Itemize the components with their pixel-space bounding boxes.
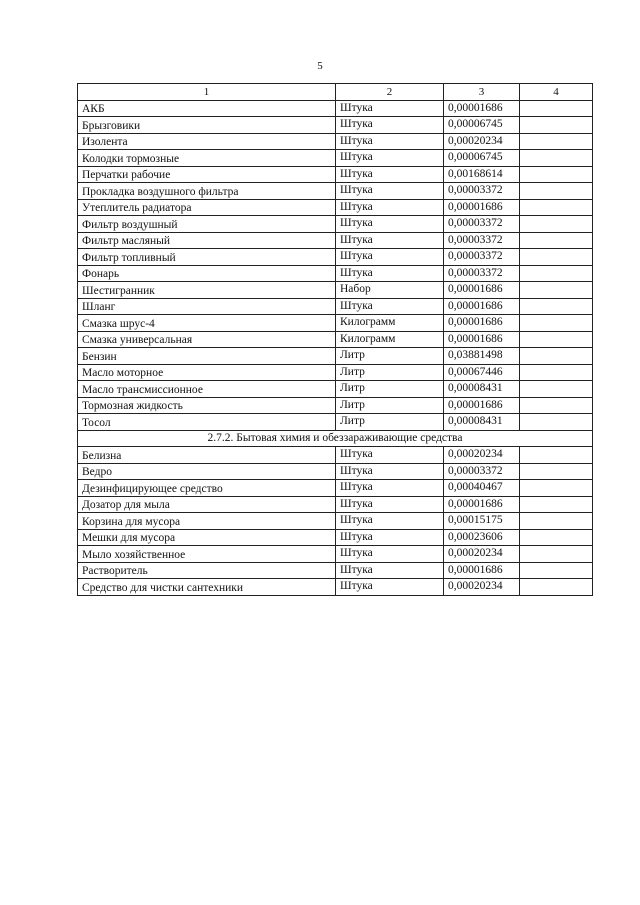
item-value-cell: 0,00003372	[444, 216, 520, 233]
item-value-cell: 0,00001686	[444, 331, 520, 348]
item-empty-cell	[520, 513, 593, 530]
item-unit-cell: Штука	[336, 562, 444, 579]
item-value-cell: 0,00023606	[444, 529, 520, 546]
table-row	[78, 183, 593, 200]
item-value-cell: 0,00020234	[444, 133, 520, 150]
item-empty-cell	[520, 397, 593, 414]
table-row	[78, 496, 593, 513]
item-name-cell: Смазка шрус-4	[78, 315, 336, 332]
item-value-cell: 0,00001686	[444, 100, 520, 117]
item-empty-cell	[520, 216, 593, 233]
item-value-cell: 0,00168614	[444, 166, 520, 183]
table-row	[78, 447, 593, 464]
table-row	[78, 216, 593, 233]
item-empty-cell	[520, 381, 593, 398]
table-row	[78, 480, 593, 497]
item-empty-cell	[520, 150, 593, 167]
item-value-cell: 0,00003372	[444, 463, 520, 480]
item-value-cell: 0,00020234	[444, 447, 520, 464]
item-empty-cell	[520, 199, 593, 216]
table-row	[78, 546, 593, 563]
page-number: 5	[317, 60, 323, 72]
item-empty-cell	[520, 364, 593, 381]
item-value-cell: 0,00003372	[444, 183, 520, 200]
table-row	[78, 414, 593, 431]
item-name-cell: Мешки для мусора	[78, 529, 336, 546]
item-name-cell: Масло моторное	[78, 364, 336, 381]
table-row	[78, 529, 593, 546]
item-empty-cell	[520, 463, 593, 480]
item-name-cell: Тосол	[78, 414, 336, 431]
table-row	[78, 562, 593, 579]
item-value-cell: 0,00003372	[444, 249, 520, 266]
item-name-cell: Изолента	[78, 133, 336, 150]
item-value-cell: 0,00001686	[444, 298, 520, 315]
item-unit-cell: Штука	[336, 232, 444, 249]
table-row	[78, 100, 593, 117]
table-row	[78, 265, 593, 282]
item-unit-cell: Штука	[336, 166, 444, 183]
table-row	[78, 150, 593, 167]
item-value-cell: 0,00003372	[444, 265, 520, 282]
item-empty-cell	[520, 480, 593, 497]
item-unit-cell: Литр	[336, 397, 444, 414]
table-row	[78, 166, 593, 183]
item-empty-cell	[520, 117, 593, 134]
item-unit-cell: Штука	[336, 265, 444, 282]
item-value-cell: 0,00001686	[444, 315, 520, 332]
item-empty-cell	[520, 282, 593, 299]
item-unit-cell: Литр	[336, 381, 444, 398]
item-unit-cell: Литр	[336, 364, 444, 381]
table-row	[78, 348, 593, 365]
table-row	[78, 133, 593, 150]
table-row	[78, 117, 593, 134]
item-empty-cell	[520, 579, 593, 596]
table-row	[78, 282, 593, 299]
item-unit-cell: Штука	[336, 546, 444, 563]
item-name-cell: Белизна	[78, 447, 336, 464]
item-empty-cell	[520, 331, 593, 348]
column-header: 2	[336, 84, 444, 101]
table-row	[78, 579, 593, 596]
item-value-cell: 0,00001686	[444, 562, 520, 579]
item-unit-cell: Литр	[336, 348, 444, 365]
item-name-cell: Брызговики	[78, 117, 336, 134]
item-name-cell: Перчатки рабочие	[78, 166, 336, 183]
item-unit-cell: Штука	[336, 133, 444, 150]
item-unit-cell: Штука	[336, 183, 444, 200]
item-unit-cell: Килограмм	[336, 315, 444, 332]
item-unit-cell: Штука	[336, 496, 444, 513]
item-empty-cell	[520, 414, 593, 431]
table-row	[78, 298, 593, 315]
table-row	[78, 381, 593, 398]
item-empty-cell	[520, 348, 593, 365]
item-unit-cell: Штука	[336, 513, 444, 530]
item-name-cell: Масло трансмиссионное	[78, 381, 336, 398]
item-empty-cell	[520, 232, 593, 249]
header-row	[78, 84, 593, 101]
item-unit-cell: Литр	[336, 414, 444, 431]
item-empty-cell	[520, 447, 593, 464]
table-row	[78, 364, 593, 381]
item-empty-cell	[520, 298, 593, 315]
item-value-cell: 0,00006745	[444, 117, 520, 134]
item-name-cell: Смазка универсальная	[78, 331, 336, 348]
item-value-cell: 0,00003372	[444, 232, 520, 249]
item-unit-cell: Набор	[336, 282, 444, 299]
table-row	[78, 199, 593, 216]
item-unit-cell: Штука	[336, 100, 444, 117]
item-empty-cell	[520, 183, 593, 200]
item-name-cell: Растворитель	[78, 562, 336, 579]
item-unit-cell: Штука	[336, 529, 444, 546]
item-name-cell: Шланг	[78, 298, 336, 315]
table-row	[78, 232, 593, 249]
item-empty-cell	[520, 249, 593, 266]
item-name-cell: АКБ	[78, 100, 336, 117]
item-value-cell: 0,00040467	[444, 480, 520, 497]
table-row	[78, 463, 593, 480]
item-name-cell: Бензин	[78, 348, 336, 365]
table-body	[78, 100, 593, 595]
item-name-cell: Фильтр масляный	[78, 232, 336, 249]
item-value-cell: 0,00008431	[444, 414, 520, 431]
item-name-cell: Мыло хозяйственное	[78, 546, 336, 563]
item-name-cell: Прокладка воздушного фильтра	[78, 183, 336, 200]
item-unit-cell: Штука	[336, 199, 444, 216]
item-name-cell: Корзина для мусора	[78, 513, 336, 530]
item-value-cell: 0,00001686	[444, 397, 520, 414]
item-unit-cell: Штука	[336, 447, 444, 464]
item-name-cell: Фильтр топливный	[78, 249, 336, 266]
item-unit-cell: Штука	[336, 249, 444, 266]
item-unit-cell: Штука	[336, 216, 444, 233]
item-unit-cell: Штука	[336, 117, 444, 134]
item-name-cell: Колодки тормозные	[78, 150, 336, 167]
item-value-cell: 0,00006745	[444, 150, 520, 167]
item-value-cell: 0,00008431	[444, 381, 520, 398]
table-row	[78, 397, 593, 414]
item-name-cell: Дезинфицирующее средство	[78, 480, 336, 497]
item-unit-cell: Килограмм	[336, 331, 444, 348]
item-empty-cell	[520, 496, 593, 513]
item-name-cell: Фонарь	[78, 265, 336, 282]
item-value-cell: 0,00020234	[444, 579, 520, 596]
item-name-cell: Фильтр воздушный	[78, 216, 336, 233]
item-unit-cell: Штука	[336, 463, 444, 480]
item-unit-cell: Штука	[336, 480, 444, 497]
item-unit-cell: Штука	[336, 579, 444, 596]
item-name-cell: Ведро	[78, 463, 336, 480]
item-empty-cell	[520, 100, 593, 117]
table-row	[78, 513, 593, 530]
section-row	[78, 430, 593, 447]
table-row	[78, 249, 593, 266]
column-header: 3	[444, 84, 520, 101]
item-unit-cell: Штука	[336, 298, 444, 315]
item-name-cell: Средство для чистки сантехники	[78, 579, 336, 596]
item-unit-cell: Штука	[336, 150, 444, 167]
item-empty-cell	[520, 166, 593, 183]
item-empty-cell	[520, 546, 593, 563]
item-name-cell: Утеплитель радиатора	[78, 199, 336, 216]
item-value-cell: 0,00001686	[444, 496, 520, 513]
item-value-cell: 0,00001686	[444, 282, 520, 299]
table-row	[78, 331, 593, 348]
item-name-cell: Тормозная жидкость	[78, 397, 336, 414]
item-name-cell: Дозатор для мыла	[78, 496, 336, 513]
item-value-cell: 0,00020234	[444, 546, 520, 563]
section-title: 2.7.2. Бытовая химия и обеззараживающие средства	[78, 430, 593, 447]
item-empty-cell	[520, 562, 593, 579]
table-row	[78, 315, 593, 332]
item-empty-cell	[520, 315, 593, 332]
item-value-cell: 0,00067446	[444, 364, 520, 381]
item-value-cell: 0,00015175	[444, 513, 520, 530]
item-empty-cell	[520, 133, 593, 150]
item-value-cell: 0,03881498	[444, 348, 520, 365]
item-name-cell: Шестигранник	[78, 282, 336, 299]
item-empty-cell	[520, 265, 593, 282]
column-header: 1	[78, 84, 336, 101]
item-value-cell: 0,00001686	[444, 199, 520, 216]
norms-table	[77, 83, 593, 596]
item-empty-cell	[520, 529, 593, 546]
column-header: 4	[520, 84, 593, 101]
